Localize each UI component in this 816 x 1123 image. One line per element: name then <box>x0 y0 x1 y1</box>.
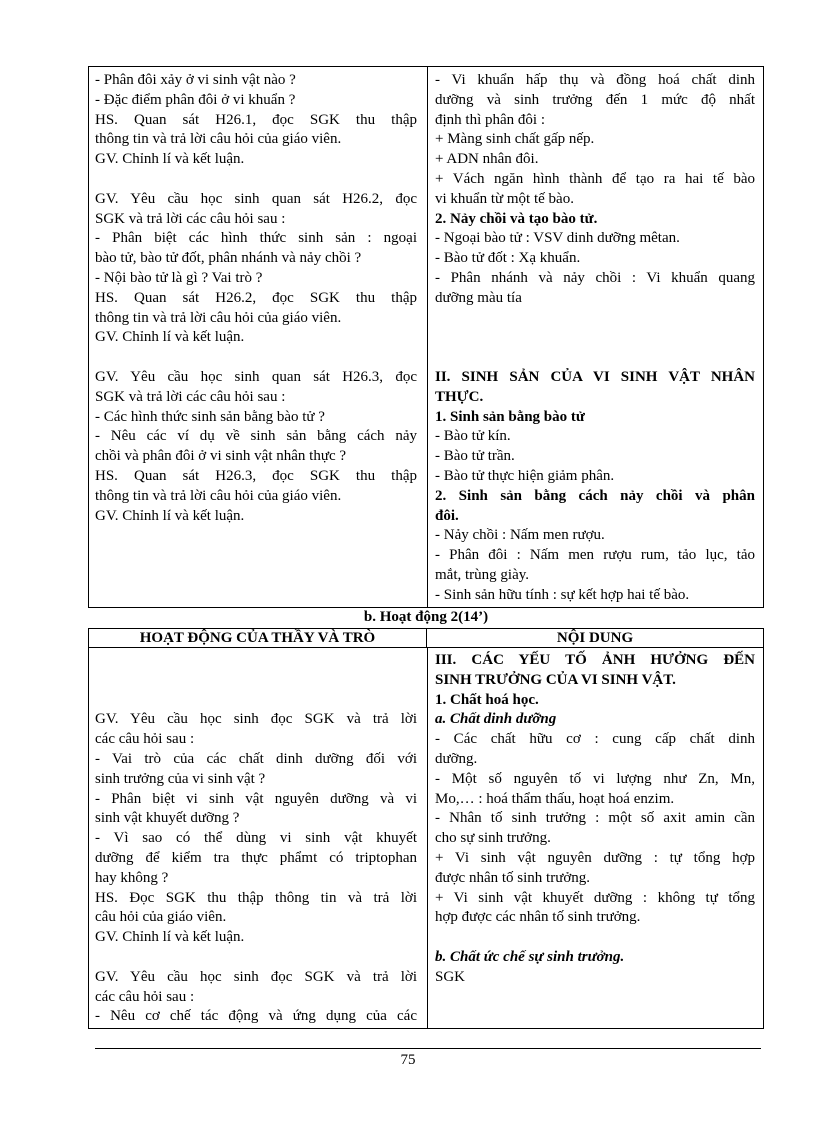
text-line: HS. Quan sát H26.3, đọc SGK thu thập <box>95 468 417 484</box>
text-line: GV. Chỉnh lí và kết luận. <box>95 329 245 346</box>
text-line: 1. Sinh sản bằng bào tử <box>435 408 585 425</box>
text-line: - Các hình thức sinh sản bằng bào tử ? <box>95 408 325 425</box>
teacher-student-activity-column <box>89 648 427 1028</box>
text-line: - Nảy chồi : Nấm men rượu. <box>435 527 605 544</box>
page-number: 75 <box>400 1052 416 1068</box>
text-line: HS. Đọc SGK thu thập thông tin và trả lời <box>95 889 417 906</box>
text-line: - Bào tử thực hiện giảm phân. <box>435 468 615 484</box>
text-line: GV. Chỉnh lí và kết luận. <box>95 151 245 168</box>
text-line: hay không ? <box>95 869 169 886</box>
text-line: - Phân đôi xảy ở vi sinh vật nào ? <box>95 72 296 88</box>
text-line: - Đặc điểm phân đôi ở vi khuẩn ? <box>95 91 296 108</box>
text-line: được nhân tố sinh trưởng. <box>435 869 591 886</box>
text-line <box>435 327 755 347</box>
text-line: cho sự sinh trưởng. <box>435 830 551 847</box>
text-line: SGK và trả lời các câu hỏi sau : <box>95 388 286 405</box>
text-line: - Bào tử kín. <box>435 428 511 445</box>
text-line <box>95 347 417 367</box>
table-header-content: NỘI DUNG <box>426 628 764 648</box>
text-line: - Vi khuẩn hấp thụ và đồng hoá chất dinh <box>435 72 755 88</box>
text-line: dưỡng để kiểm tra thực phẩmt có triptophan <box>95 850 417 866</box>
text-line: b. Chất ức chế sự sinh trưởng. <box>435 949 625 965</box>
text-line: mắt, trùng giày. <box>435 567 530 583</box>
text-line: 2. Nảy chồi và tạo bào tử. <box>435 210 598 227</box>
text-line: - Nhân tố sinh trưởng : một số axit amin cần <box>435 810 755 827</box>
content-column <box>427 648 763 1028</box>
text-line <box>435 927 755 947</box>
text-line: - Các chất hữu cơ : cung cấp chất dinh <box>435 731 755 748</box>
text-line: + Vi sinh vật nguyên dưỡng : tự tổng hợp <box>435 850 755 866</box>
text-line: câu hỏi của giáo viên. <box>95 909 227 926</box>
text-line: + Vi sinh vật khuyết dưỡng : không tự tổng <box>435 889 755 906</box>
text-line: các câu hỏi sau : <box>95 988 195 1005</box>
text-line: dưỡng màu tía <box>435 289 522 306</box>
text-line: HS. Quan sát H26.1, đọc SGK thu thập <box>95 111 417 128</box>
text-line: a. Chất dinh dưỡng <box>435 711 557 728</box>
text-line: GV. Yêu cầu học sinh đọc SGK và trả lời <box>95 711 417 728</box>
text-line: sinh vật khuyết dưỡng ? <box>95 810 240 827</box>
text-line: vi khuẩn từ một tế bào. <box>435 190 574 207</box>
text-line: - Nêu cơ chế tác động và ứng dụng của các <box>95 1008 417 1025</box>
text-line: sinh trưởng của vi sinh vật ? <box>95 770 266 787</box>
text-line <box>95 690 417 710</box>
text-line: GV. Yêu cầu học sinh quan sát H26.3, đọc <box>95 369 417 385</box>
text-line: thông tin và trả lời câu hỏi của giáo viên. <box>95 131 342 148</box>
text-line: các câu hỏi sau : <box>95 731 195 748</box>
text-line: thông tin và trả lời câu hỏi của giáo viên. <box>95 487 342 504</box>
text-line: - Sinh sản hữu tính : sự kết hợp hai tế bào. <box>435 586 690 603</box>
text-line: SGK và trả lời các câu hỏi sau : <box>95 210 286 227</box>
text-line: - Ngoại bào tử : VSV dinh dưỡng mêtan. <box>435 230 680 247</box>
text-line <box>435 347 755 367</box>
text-line: dưỡng. <box>435 751 478 767</box>
text-line: Mo,… : hoá thẩm thấu, hoạt hoá enzim. <box>435 790 675 807</box>
table-activity-1 <box>88 66 764 608</box>
text-line: SINH TRƯỞNG CỦA VI SINH VẬT. <box>435 671 676 688</box>
text-line: - Vai trò của các chất dinh dưỡng đối với <box>95 751 417 767</box>
table-header-activity: HOẠT ĐỘNG CỦA THẦY VÀ TRÒ <box>88 628 427 648</box>
text-line: - Nội bào tử là gì ? Vai trò ? <box>95 270 263 286</box>
text-line <box>95 670 417 690</box>
footer-rule <box>95 1048 761 1049</box>
text-line: 1. Chất hoá học. <box>435 691 539 708</box>
text-line: - Phân biệt vi sinh vật nguyên dưỡng và vi <box>95 790 417 807</box>
text-line: GV. Yêu cầu học sinh quan sát H26.2, đọc <box>95 190 417 207</box>
text-line: SGK <box>435 968 466 985</box>
text-line: bào tử, bào tử đốt, phân nhánh và nảy chồi ? <box>95 250 362 267</box>
text-line: dưỡng và sinh trưởng đến 1 mức độ nhất <box>435 91 755 108</box>
text-line: THỰC. <box>435 388 484 405</box>
text-line: GV. Yêu cầu học sinh đọc SGK và trả lời <box>95 968 417 985</box>
teacher-student-activity-column <box>89 67 427 607</box>
text-line: đôi. <box>435 507 459 524</box>
text-line: + Màng sinh chất gấp nếp. <box>435 131 595 148</box>
text-line <box>95 947 417 967</box>
text-line: HS. Quan sát H26.2, đọc SGK thu thập <box>95 289 417 306</box>
text-line: + ADN nhân đôi. <box>435 151 539 168</box>
table-activity-2 <box>88 647 764 1029</box>
text-line: - Một số nguyên tố vi lượng như Zn, Mn, <box>435 770 755 787</box>
section-caption: b. Hoạt động 2(14’) <box>363 609 489 625</box>
text-line <box>435 308 755 328</box>
text-line: - Phân biệt các hình thức sinh sản : ngoại <box>95 230 417 247</box>
text-line <box>95 169 417 189</box>
text-line: chồi và phân đôi ở vi sinh vật nhân thực ? <box>95 448 347 465</box>
text-line: GV. Chỉnh lí và kết luận. <box>95 929 245 946</box>
text-line: GV. Chỉnh lí và kết luận. <box>95 507 245 524</box>
text-line: - Vì sao có thể dùng vi sinh vật khuyết <box>95 830 417 847</box>
text-line: III. CÁC YẾU TỐ ẢNH HƯỞNG ĐẾN <box>435 652 755 668</box>
text-line: thông tin và trả lời câu hỏi của giáo viên. <box>95 309 342 326</box>
text-line: hợp được các nhân tố sinh trưởng. <box>435 909 641 926</box>
text-line: 2. Sinh sản bằng cách nảy chồi và phân <box>435 487 755 504</box>
text-line: - Nêu các ví dụ về sinh sản bằng cách nảy <box>95 428 417 445</box>
text-line: - Bào tử trần. <box>435 448 515 465</box>
text-line <box>95 650 417 670</box>
text-line: - Phân nhánh và nảy chồi : Vi khuẩn quang <box>435 270 755 286</box>
text-line: II. SINH SẢN CỦA VI SINH VẬT NHÂN <box>435 369 755 385</box>
text-line: - Bào tử đốt : Xạ khuẩn. <box>435 250 581 267</box>
text-line: - Phân đôi : Nấm men rượu rum, tảo lục, tảo <box>435 547 755 564</box>
content-column <box>427 67 763 607</box>
text-line: định thì phân đôi : <box>435 111 545 128</box>
text-line: + Vách ngăn hình thành để tạo ra hai tế bào <box>435 171 755 187</box>
